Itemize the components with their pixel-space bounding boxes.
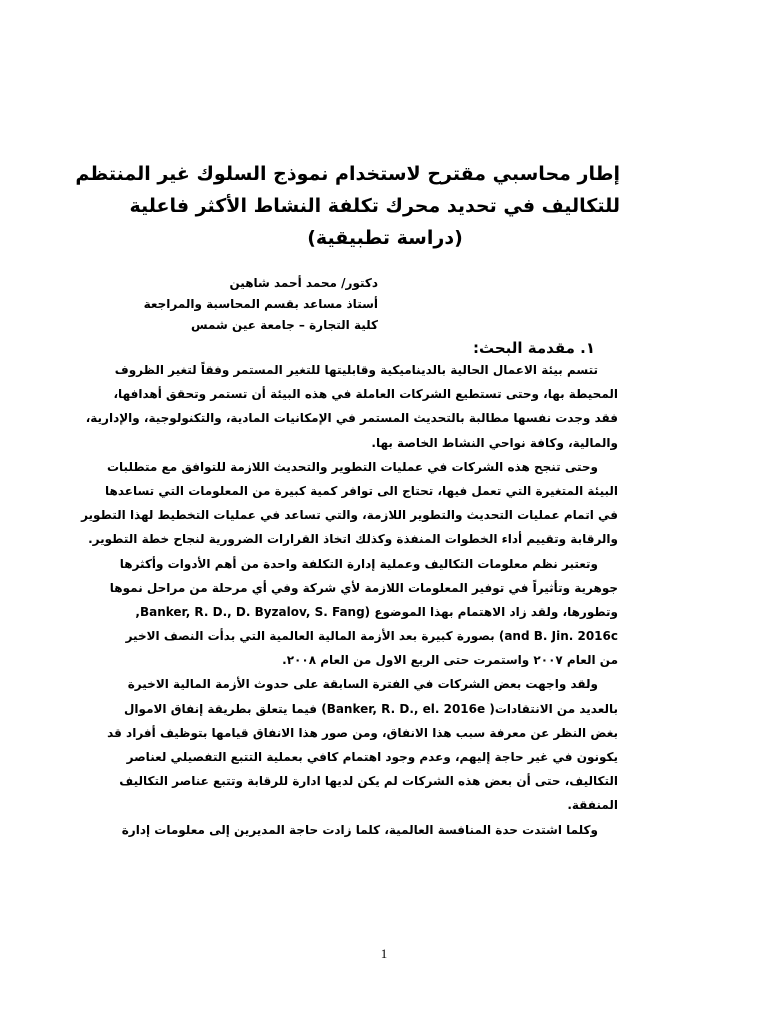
paragraph [81, 455, 618, 552]
text-line: وحتى تنجح هذه الشركات في عمليات التطوير والتحديث اللازمة للتوافق مع متطلبات [106, 459, 598, 474]
text-line: المنفقة. [567, 798, 618, 813]
paragraph [85, 358, 618, 455]
text-line: فقد وجدت نفسها مطالبة بالتحديث المستمر في الإمكانيات المادية، والتكنولوجية، والإدارية، [85, 411, 618, 426]
text-line: والرقابة وتقييم أداء الخطوات المنفذة وكذلك اتخاذ القرارات الضرورية لنجاح خطة التطوير. [88, 532, 618, 547]
text-line: تتسم بيئة الاعمال الحالية بالديناميكية وقابليتها للتغير المستمر وفقاً لتغير الظروف [114, 363, 598, 377]
author-affiliation: كلية التجارة – جامعة عين شمس [191, 318, 378, 332]
text-line: يكونون في غير حاجة إليهم، وعدم وجود اهتمام كافي بعملية التتبع التفصيلي لعناصر [126, 750, 618, 764]
paragraph [121, 818, 618, 842]
text-line: المحيطة بها، وحتى تستطيع الشركات العاملة في هذه البيئة أن تستمر وتحقق أهدافها، [113, 387, 618, 402]
paragraph [107, 672, 618, 817]
text-line: وكلما اشتدت حدة المنافسة العالمية، كلما زادت حاجة المديرين إلى معلومات إدارة [121, 822, 598, 837]
text-line: والمالية، وكافة نواحي النشاط الخاصة بها. [371, 435, 618, 450]
author-info [118, 273, 378, 336]
title-line-3: (دراسة تطبيقية) [307, 227, 463, 249]
page-number: 1 [380, 946, 388, 961]
body-text [81, 358, 618, 842]
title-line-1: إطار محاسبي مقترح لاستخدام نموذج السلوك غير المنتظم [75, 163, 620, 185]
text-line: بغض النظر عن معرفة سبب هذا الانفاق، ومن صور هذا الانفاق قيامها بتوظيف أفراد قد [107, 725, 618, 740]
author-name: دكتور/ محمد أحمد شاهين [229, 276, 378, 290]
text-line: وتطورها، ولقد زاد الاهتمام بهذا الموضوع (Banker, R. D., D. Byzalov, S. Fang, [135, 604, 618, 619]
section-heading: ١. مقدمة البحث: [472, 339, 595, 357]
title-line-2: للتكاليف في تحديد محرك تكلفة النشاط الأكثر فاعلية [129, 195, 620, 217]
paragraph [109, 552, 618, 673]
text-line: من العام ٢٠٠٧ واستمرت حتى الربع الاول من العام ٢٠٠٨. [282, 653, 618, 668]
paper-title [75, 158, 620, 254]
text-line: وتعتبر نظم معلومات التكاليف وعملية إدارة التكلفة واحدة من أهم الأدوات وأكثرها [119, 556, 598, 571]
text-line: البيئة المتغيرة التي تعمل فيها، تحتاج الى توافر كمية كبيرة من المعلومات التي تساعدها [105, 483, 618, 498]
text-line: بالعديد من الانتقادات( Banker, R. D., el. 2016e) فيما يتعلق بطريقة إنفاق الاموال [124, 701, 618, 716]
text-line: ولقد واجهت بعض الشركات في الفترة السابقة على حدوث الأزمة المالية الاخيرة [127, 677, 598, 692]
author-position: أستاذ مساعد بقسم المحاسبة والمراجعة [143, 297, 378, 311]
text-line: and B. Jin. 2016c) بصورة كبيرة بعد الأزمة المالية العالمية التي بدأت النصف الاخير [125, 629, 618, 644]
text-line: التكاليف، حتى أن بعض هذه الشركات لم يكن لديها ادارة للرقابة وتتبع عناصر التكاليف [119, 774, 618, 789]
text-line: في اتمام عمليات التحديث والتطوير اللازمة، والتي تساعد في عمليات التخطيط لهذا التطوير [81, 508, 618, 523]
text-line: جوهرية وتأثيراً في توفير المعلومات اللازمة لأي شركة وفي أي مرحلة من مراحل نموها [109, 580, 618, 595]
